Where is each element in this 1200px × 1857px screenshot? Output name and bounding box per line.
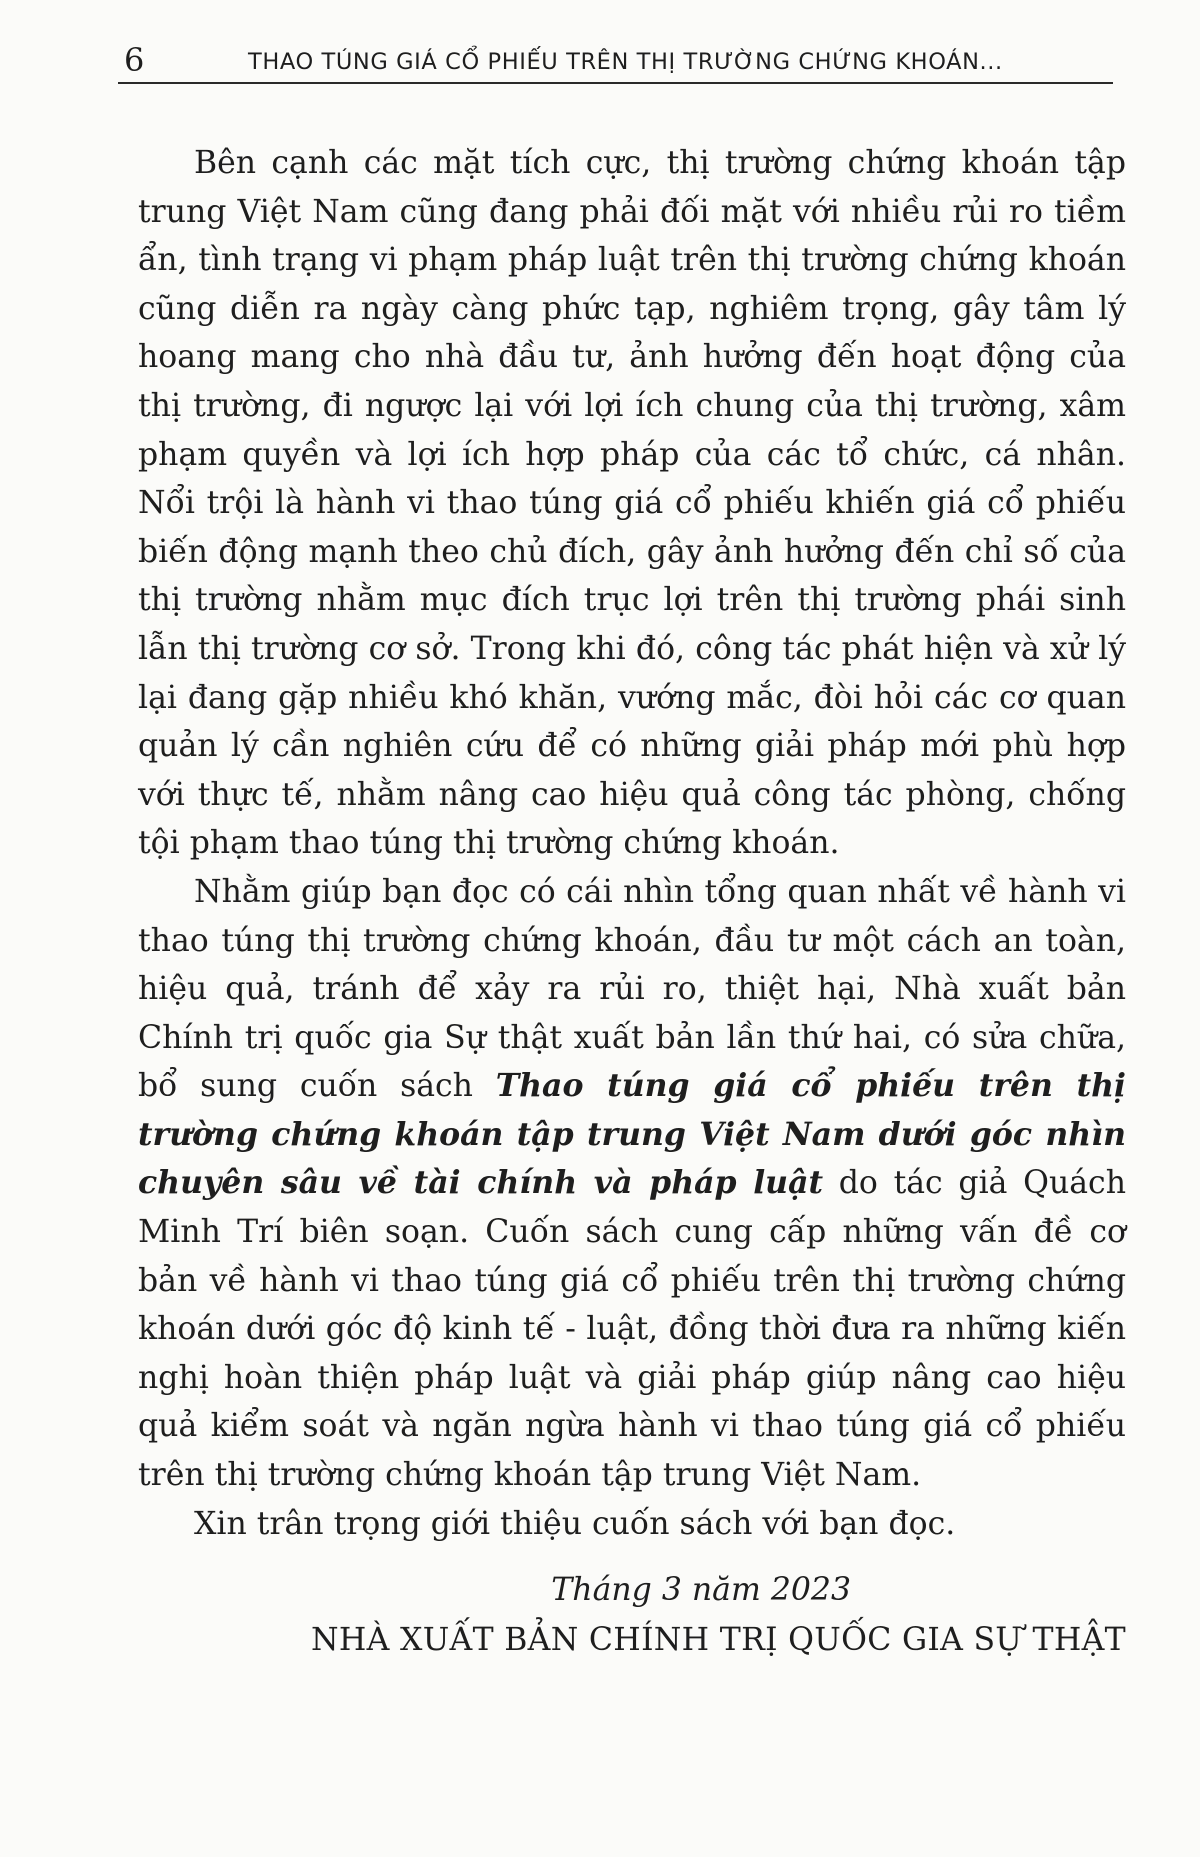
paragraph-1: Bên cạnh các mặt tích cực, thị trường chứng khoán tập trung Việt Nam cũng đang phải đối mặt với nhiều rủi ro tiềm ẩn, tình trạng vi phạm pháp luật trên thị trường chứng khoán cũng diễn ra ngày càng phức tạp, nghiêm trọng, gây tâm lý hoang mang cho nhà đầu tư, ảnh hưởng đến hoạt động của thị trường, đi ngược lại với lợi ích chung của thị trường, xâm phạm quyền và lợi ích hợp pháp của các tổ chức, cá nhân. Nổi trội là hành vi thao túng giá cổ phiếu khiến giá cổ phiếu biến động mạnh theo chủ đích, gây ảnh hưởng đến chỉ số của thị trường nhằm mục đích trục lợi trên thị trường phái sinh lẫn thị trường cơ sở. Trong khi đó, công tác phát hiện và xử lý lại đang gặp nhiều khó khăn, vướng mắc, đòi hỏi các cơ quan quản lý cần nghiên cứu để có những giải pháp mới phù hợp với thực tế, nhằm nâng cao hiệu quả công tác phòng, chống tội phạm thao túng thị trường chứng khoán. <box>138 145 1126 862</box>
body-text <box>138 139 1126 1548</box>
paragraph-2-rest: do tác giả Quách Minh Trí biên soạn. Cuốn sách cung cấp những vấn đề cơ bản về hành vi thao túng giá cổ phiếu trên thị trường chứng khoán dưới góc độ kinh tế - luật, đồng thời đưa ra những kiến nghị hoàn thiện pháp luật và giải pháp giúp nâng cao hiệu quả kiểm soát và ngăn ngừa hành vi thao túng giá cổ phiếu trên thị trường chứng khoán tập trung Việt Nam. <box>138 1165 1126 1494</box>
closing-block <box>138 1566 1126 1666</box>
running-title: THAO TÚNG GIÁ CỔ PHIẾU TRÊN THỊ TRƯỜNG CHỨNG KHOÁN... <box>248 49 1003 75</box>
publisher-name: NHÀ XUẤT BẢN CHÍNH TRỊ QUỐC GIA SỰ THẬT <box>310 1622 1126 1658</box>
page-number: 6 <box>124 41 145 79</box>
book-title: Thao túng giá cổ phiếu trên thị trường chứng khoán tập trung Việt Nam dưới góc nhìn chuyên sâu về tài chính và pháp luật <box>138 1067 1126 1202</box>
paragraph-2 <box>138 868 1126 1500</box>
paragraph-2-intro: Nhằm giúp bạn đọc có cái nhìn tổng quan nhất về hành vi thao túng thị trường chứng khoán, đầu tư một cách an toàn, hiệu quả, tránh để xảy ra rủi ro, thiệt hại, Nhà xuất bản Chính trị quốc gia Sự thật xuất bản lần thứ hai, có sửa chữa, bổ sung cuốn sách <box>138 873 1126 1105</box>
page-header <box>118 42 1113 84</box>
paragraph-3: Xin trân trọng giới thiệu cuốn sách với bạn đọc. <box>194 1505 956 1542</box>
closing-date: Tháng 3 năm 2023 <box>551 1572 851 1608</box>
